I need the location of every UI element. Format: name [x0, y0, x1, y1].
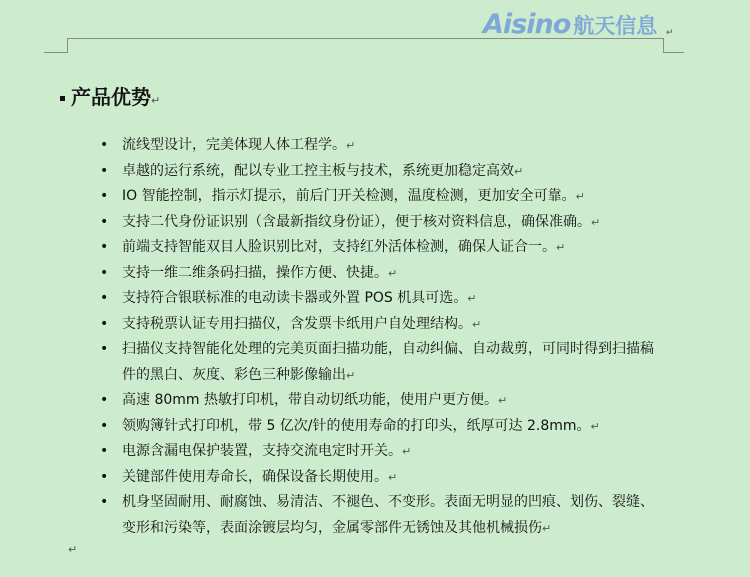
list-item — [0, 184, 662, 210]
paragraph-mark: ↵ — [388, 470, 398, 484]
feature-text: 支持二代身份证识别（含最新指纹身份证），便于核对资料信息，确保准确。 — [122, 213, 591, 230]
section-heading — [60, 84, 160, 114]
feature-text: 前端支持智能双目人脸识别比对，支持红外活体检测，确保人证合一。 — [122, 239, 556, 255]
bullet-icon: • — [100, 162, 109, 179]
bullet-icon: • — [100, 315, 109, 332]
header-rule — [67, 38, 663, 39]
paragraph-mark: ↵ — [151, 94, 161, 107]
bullet-icon: • — [100, 468, 109, 485]
list-item — [0, 465, 662, 491]
list-item — [0, 159, 662, 185]
margin-corner-left — [44, 38, 68, 53]
list-item — [0, 261, 662, 287]
header-paragraph-mark: ↵ — [666, 28, 674, 38]
bullet-icon: • — [100, 290, 109, 306]
bullet-icon: • — [100, 494, 109, 510]
paragraph-mark: ↵ — [590, 419, 600, 433]
paragraph-mark: ↵ — [556, 241, 566, 254]
paragraph-mark: ↵ — [388, 266, 398, 280]
list-item — [0, 286, 662, 312]
paragraph-mark: ↵ — [467, 292, 477, 305]
paragraph-mark: ↵ — [514, 164, 524, 178]
list-item — [0, 210, 662, 236]
paragraph-mark: ↵ — [472, 317, 482, 331]
list-item — [0, 235, 662, 261]
feature-text: 关键部件使用寿命长，确保设备长期使用。 — [122, 468, 388, 485]
bullet-icon: • — [100, 137, 109, 153]
bullet-icon: • — [100, 188, 109, 204]
paragraph-mark: ↵ — [346, 368, 356, 382]
list-item — [0, 388, 662, 414]
paragraph-mark: ↵ — [542, 521, 552, 535]
bullet-icon: • — [100, 443, 109, 459]
paragraph-mark: ↵ — [402, 445, 412, 458]
bullet-icon: • — [100, 392, 109, 408]
feature-text: 高速 80mm 热敏打印机，带自动切纸功能，使用户更方便。 — [122, 392, 498, 408]
list-item — [0, 439, 662, 465]
paragraph-mark: ↵ — [591, 215, 601, 229]
feature-text: IO 智能控制，指示灯提示，前后门开关检测，温度检测，更加安全可靠。 — [122, 188, 576, 204]
bullet-icon: • — [100, 417, 109, 434]
heading-title: 产品优势 — [71, 85, 151, 109]
feature-text: 支持税票认证专用扫描仪，含发票卡纸用户自处理结构。 — [122, 315, 472, 332]
feature-text: 支持符合银联标准的电动读卡器或外置 POS 机具可选。 — [122, 290, 468, 306]
list-item — [0, 133, 662, 159]
feature-text: 扫描仪支持智能化处理的完美页面扫描功能，自动纠偏、自动裁剪，可同时得到扫描稿件的黑白、灰度、彩色三种影像输出 — [122, 341, 654, 383]
logo-text-en: Aisino — [483, 9, 571, 40]
bullet-icon: • — [100, 239, 109, 255]
list-item — [0, 337, 662, 388]
end-paragraph-mark: ↵ — [68, 543, 78, 556]
heading-square-bullet — [60, 96, 65, 101]
feature-text: 支持一维二维条码扫描，操作方便、快捷。 — [122, 264, 388, 281]
feature-text: 机身坚固耐用、耐腐蚀、易清洁、不褪色、不变形。表面无明显的凹痕、划伤、裂缝、变形和污染等，表面涂镀层均匀，金属零部件无锈蚀及其他机械损伤 — [122, 494, 654, 536]
aisino-logo — [483, 8, 657, 40]
logo-text-cn: 航天信息 — [573, 14, 658, 38]
margin-corner-right — [663, 38, 684, 53]
feature-text: 流线型设计，完美体现人体工程学。 — [122, 137, 346, 153]
bullet-icon: • — [100, 264, 109, 281]
list-item — [0, 414, 662, 440]
list-item — [0, 490, 662, 541]
feature-list — [0, 133, 750, 541]
feature-text: 领购簿针式打印机，带 5 亿次/针的使用寿命的打印头，纸厚可达 2.8mm。 — [122, 417, 591, 434]
bullet-icon: • — [100, 213, 109, 230]
bullet-icon: • — [100, 341, 109, 357]
paragraph-mark: ↵ — [498, 394, 508, 407]
feature-text: 卓越的运行系统，配以专业工控主板与技术，系统更加稳定高效 — [122, 162, 514, 179]
feature-text: 电源含漏电保护装置，支持交流电定时开关。 — [122, 443, 402, 459]
list-item — [0, 312, 662, 338]
paragraph-mark: ↵ — [346, 139, 356, 152]
paragraph-mark: ↵ — [575, 190, 585, 203]
